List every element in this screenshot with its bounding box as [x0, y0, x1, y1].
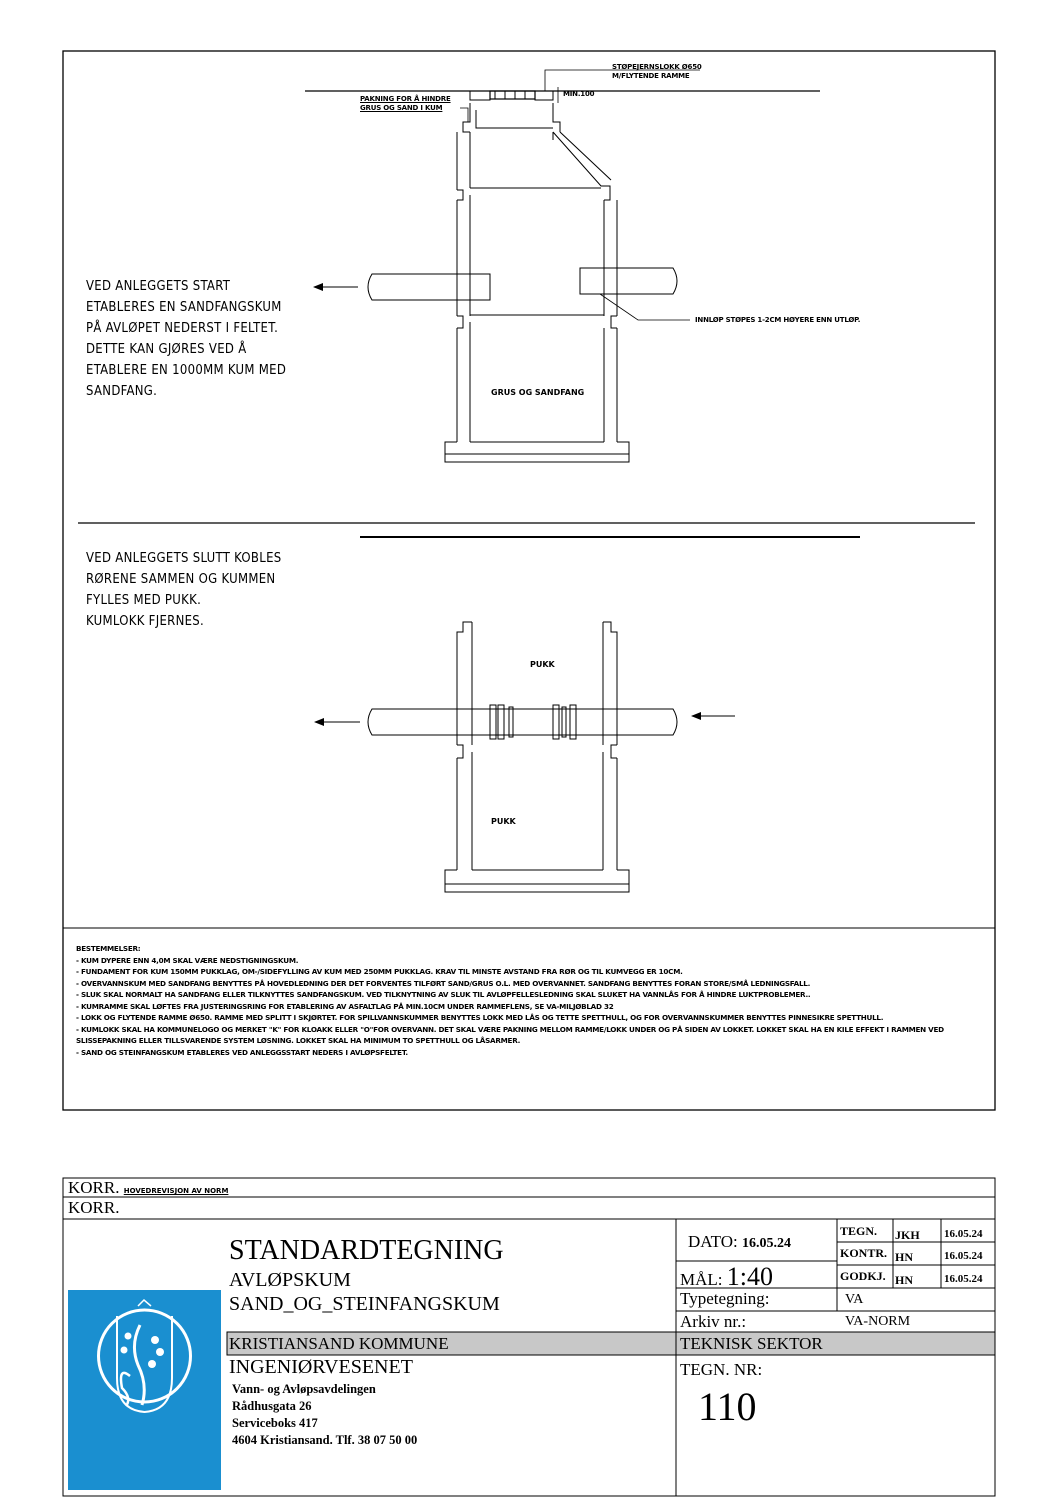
lower-note-line: VED ANLEGGETS SLUTT KOBLES — [86, 551, 282, 566]
drawing-number: 110 — [698, 1384, 757, 1429]
lower-note-line: KUMLOKK FJERNES. — [86, 614, 205, 629]
date-value: 16.05.24 — [742, 1236, 791, 1251]
gasket-label — [360, 95, 451, 113]
pukk-lower-label: PUKK — [491, 817, 516, 826]
department: INGENIØRVESENET — [229, 1356, 413, 1378]
korr-text: HOVEDREVISJON AV NORM — [123, 1187, 229, 1195]
sign-date-2: 16.05.24 — [944, 1273, 983, 1285]
korr-label: KORR. — [68, 1178, 120, 1197]
lower-note-line: RØRENE SAMMEN OG KUMMEN — [86, 572, 276, 587]
pukk-upper-label: PUKK — [530, 660, 555, 669]
lid-label-line1: STØPEJERNSLOKK Ø650 — [612, 63, 702, 71]
rules-block — [76, 943, 944, 1058]
date-field — [688, 1232, 791, 1252]
rule-line: - LOKK OG FLYTENDE RAMME Ø650. RAMME MED SPLITT I SKJØRTET. FOR SPILLVANNSKUMMER BENYTTES LOKK MED LÅS OG TETTE SPETTHULL, OG FOR OVERVANNSKUMMER BENYTTES PINNESIKRE SPETTHULL. — [76, 1013, 884, 1022]
drawing-number-label: TEGN. NR: — [680, 1360, 763, 1379]
rule-line: - KUM DYPERE ENN 4,0M SKAL VÆRE NEDSTIGNINGSKUM. — [76, 955, 299, 965]
gasket-label-line2: GRUS OG SAND I KUM — [360, 104, 443, 112]
drawing-subtitle-1: AVLØPSKUM — [229, 1269, 351, 1291]
korr-row-2: KORR. — [68, 1198, 120, 1217]
rule-line: - KUMLOKK SKAL HA KOMMUNELOGO OG MERKET "K" FOR KLOAKK ELLER "O"FOR OVERVANN. DET SKAL VÆRE PAKNING MELLOM RAMME/LOKK UNDER OG PÅ SIDEN AV LOKKET. LOKKET SKAL HA EN KILE EFFEKT I RAMMEN VED — [76, 1024, 944, 1034]
sector: TEKNISK SEKTOR — [680, 1334, 823, 1353]
municipality: KRISTIANSAND KOMMUNE — [229, 1334, 449, 1353]
upper-manhole — [305, 70, 820, 462]
address-line: Vann- og Avløpsavdelingen — [232, 1382, 376, 1396]
address-line: Serviceboks 417 — [232, 1416, 318, 1430]
lid-label — [612, 63, 702, 81]
sign-date-1: 16.05.24 — [944, 1250, 983, 1262]
typetegning-label: Typetegning: — [680, 1289, 770, 1308]
upper-note — [86, 276, 286, 402]
rule-line: - FUNDAMENT FOR KUM 150MM PUKKLAG, OM-/SIDEFYLLING AV KUM MED 250MM PUKKLAG. KRAV TIL MINSTE AVSTAND FRA RØR OG TIL KUMVEGG ER 10CM. — [76, 967, 683, 976]
rule-line: - OVERVANNSKUM MED SANDFANG BENYTTES PÅ HOVEDLEDNING DER DET FORVENTES TILFØRT SAND/GRUS O.L. MED OVERVANNET. SANDFANG BENYTTES FORAN STORE/SMÅ LEDNINGSFALL. — [76, 978, 811, 988]
drawing-subtitle-2: SAND_OG_STEINFANGSKUM — [229, 1293, 500, 1315]
address-block — [232, 1381, 417, 1449]
upper-note-line: ETABLERE EN 1000MM KUM MED — [86, 363, 287, 378]
inlet-label: INNLØP STØPES 1-2CM HØYERE ENN UTLØP. — [695, 316, 861, 324]
typetegning-value: VA — [845, 1292, 864, 1307]
arkiv-value: VA-NORM — [845, 1314, 911, 1329]
rule-line: - SAND OG STEINFANGSKUM ETABLERES VED ANLEGGSSTART NEDERS I AVLØPSFELTET. — [76, 1047, 408, 1057]
sand-trap-label: GRUS OG SANDFANG — [491, 388, 585, 397]
rule-line: - SLUK SKAL NORMALT HA SANDFANG ELLER TILKNYTTES SANDFANGSKUM. VED TILKNYTNING AV SLUK TIL AVLØPFELLESLEDNING SKAL SLUKET HA VANNLÅS FOR Å HINDRE LUKTPROBLEMER.. — [76, 990, 811, 999]
sign-role-0: TEGN. — [840, 1224, 878, 1238]
sign-init-2: HN — [895, 1273, 913, 1287]
min-label: MIN.100 — [563, 90, 595, 98]
sign-date-0: 16.05.24 — [944, 1228, 983, 1240]
upper-note-line: ETABLERES EN SANDFANGSKUM — [86, 300, 282, 315]
sign-init-1: HN — [895, 1250, 913, 1264]
upper-note-line: SANDFANG. — [86, 384, 158, 399]
sign-role-1: KONTR. — [840, 1246, 888, 1260]
lower-note-line: FYLLES MED PUKK. — [86, 593, 202, 608]
scale-field — [680, 1262, 773, 1292]
rules-heading: BESTEMMELSER: — [76, 944, 141, 953]
gasket-label-line1: PAKNING FOR Å HINDRE — [360, 95, 451, 103]
address-line: 4604 Kristiansand. Tlf. 38 07 50 00 — [232, 1433, 418, 1447]
scale-value: 1:40 — [726, 1262, 773, 1291]
lower-manhole — [368, 622, 677, 892]
date-label: DATO: — [688, 1232, 738, 1251]
rule-line: SLISSEPAKNING ELLER TILLSVARENDE SYSTEM LØSNING. LOKKET SKAL HA MINIMUM TO SPETTHULL OG LÅSARMER. — [76, 1036, 521, 1045]
scale-label: MÅL: — [680, 1270, 723, 1289]
lower-note — [86, 548, 282, 632]
lid-label-line2: M/FLYTENDE RAMME — [612, 72, 690, 80]
sign-init-0: JKH — [895, 1228, 920, 1242]
upper-note-line: PÅ AVLØPET NEDERST I FELTET. — [86, 321, 279, 336]
upper-note-line: DETTE KAN GJØRES VED Å — [86, 342, 247, 357]
rule-line: - KUMRAMME SKAL LØFTES FRA JUSTERINGSRING FOR ETABLERING AV ASFALTLAG PÅ MIN.10CM UNDER RAMMEFLENS, SE VA-MILJØBLAD 32 — [76, 1001, 614, 1011]
drawing-title: STANDARDTEGNING — [229, 1235, 504, 1266]
arkiv-label: Arkiv nr.: — [680, 1312, 747, 1331]
sign-role-2: GODKJ. — [840, 1269, 886, 1283]
upper-note-line: VED ANLEGGETS START — [86, 279, 231, 294]
kristiansand-logo — [68, 1290, 221, 1490]
address-line: Rådhusgata 26 — [232, 1399, 312, 1413]
